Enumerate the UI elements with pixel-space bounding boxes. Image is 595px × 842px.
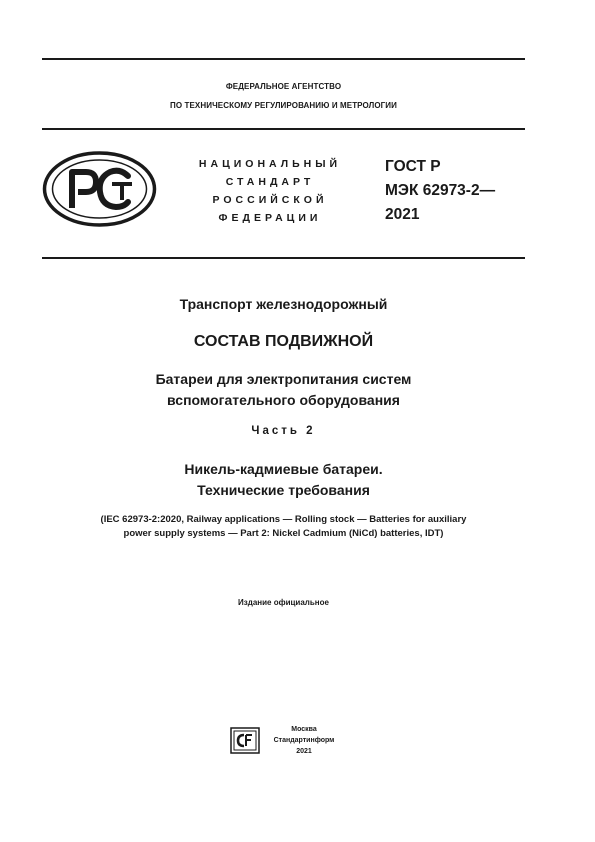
publisher-name: Стандартинформ (273, 737, 335, 744)
agency-line-1: ФЕДЕРАЛЬНОЕ АГЕНТСТВО (225, 82, 342, 91)
title-line-5a: Никель-кадмиевые батареи. (184, 461, 383, 477)
title-line-3b: вспомогательного оборудования (167, 392, 400, 408)
edition-label: Издание официальное (238, 598, 329, 607)
gost-line-1: ГОСТ Р (385, 158, 441, 175)
agency-line-2: ПО ТЕХНИЧЕСКОМУ РЕГУЛИРОВАНИЮ И МЕТРОЛОГИИ (169, 101, 398, 110)
standartinform-logo-icon (230, 727, 260, 754)
title-line-5 (42, 459, 525, 501)
iec-reference-line-1: (IEC 62973-2:2020, Railway applications — Rolling stock — Batteries for auxiliary (100, 514, 467, 525)
national-line-1: НАЦИОНАЛЬНЫЙ (198, 158, 342, 170)
national-standard-label (180, 155, 360, 227)
title-line-5b: Технические требования (197, 482, 370, 498)
national-line-4: ФЕДЕРАЦИИ (218, 212, 322, 224)
iec-reference-line-2: power supply systems — Part 2: Nickel Cadmium (NiCd) batteries, IDT) (123, 528, 444, 539)
national-line-3: РОССИЙСКОЙ (212, 194, 328, 206)
top-rule (42, 58, 525, 60)
part-label: Часть 2 (251, 425, 316, 437)
title-line-3a: Батареи для электропитания систем (155, 371, 412, 387)
title-line-2: СОСТАВ ПОДВИЖНОЙ (193, 333, 374, 350)
title-line-3 (42, 369, 525, 411)
header-rule (42, 128, 525, 130)
gost-line-3: 2021 (385, 206, 420, 223)
rst-certification-mark-icon (42, 150, 157, 228)
publisher-year: 2021 (296, 748, 312, 755)
publisher-city: Москва (291, 726, 317, 733)
gost-designation (385, 155, 495, 227)
title-line-1: Транспорт железнодорожный (179, 296, 388, 312)
publisher-info (264, 724, 344, 757)
iec-reference (42, 513, 525, 541)
national-line-2: СТАНДАРТ (225, 176, 315, 188)
gost-line-2: МЭК 62973-2— (385, 182, 496, 199)
title-rule (42, 257, 525, 259)
